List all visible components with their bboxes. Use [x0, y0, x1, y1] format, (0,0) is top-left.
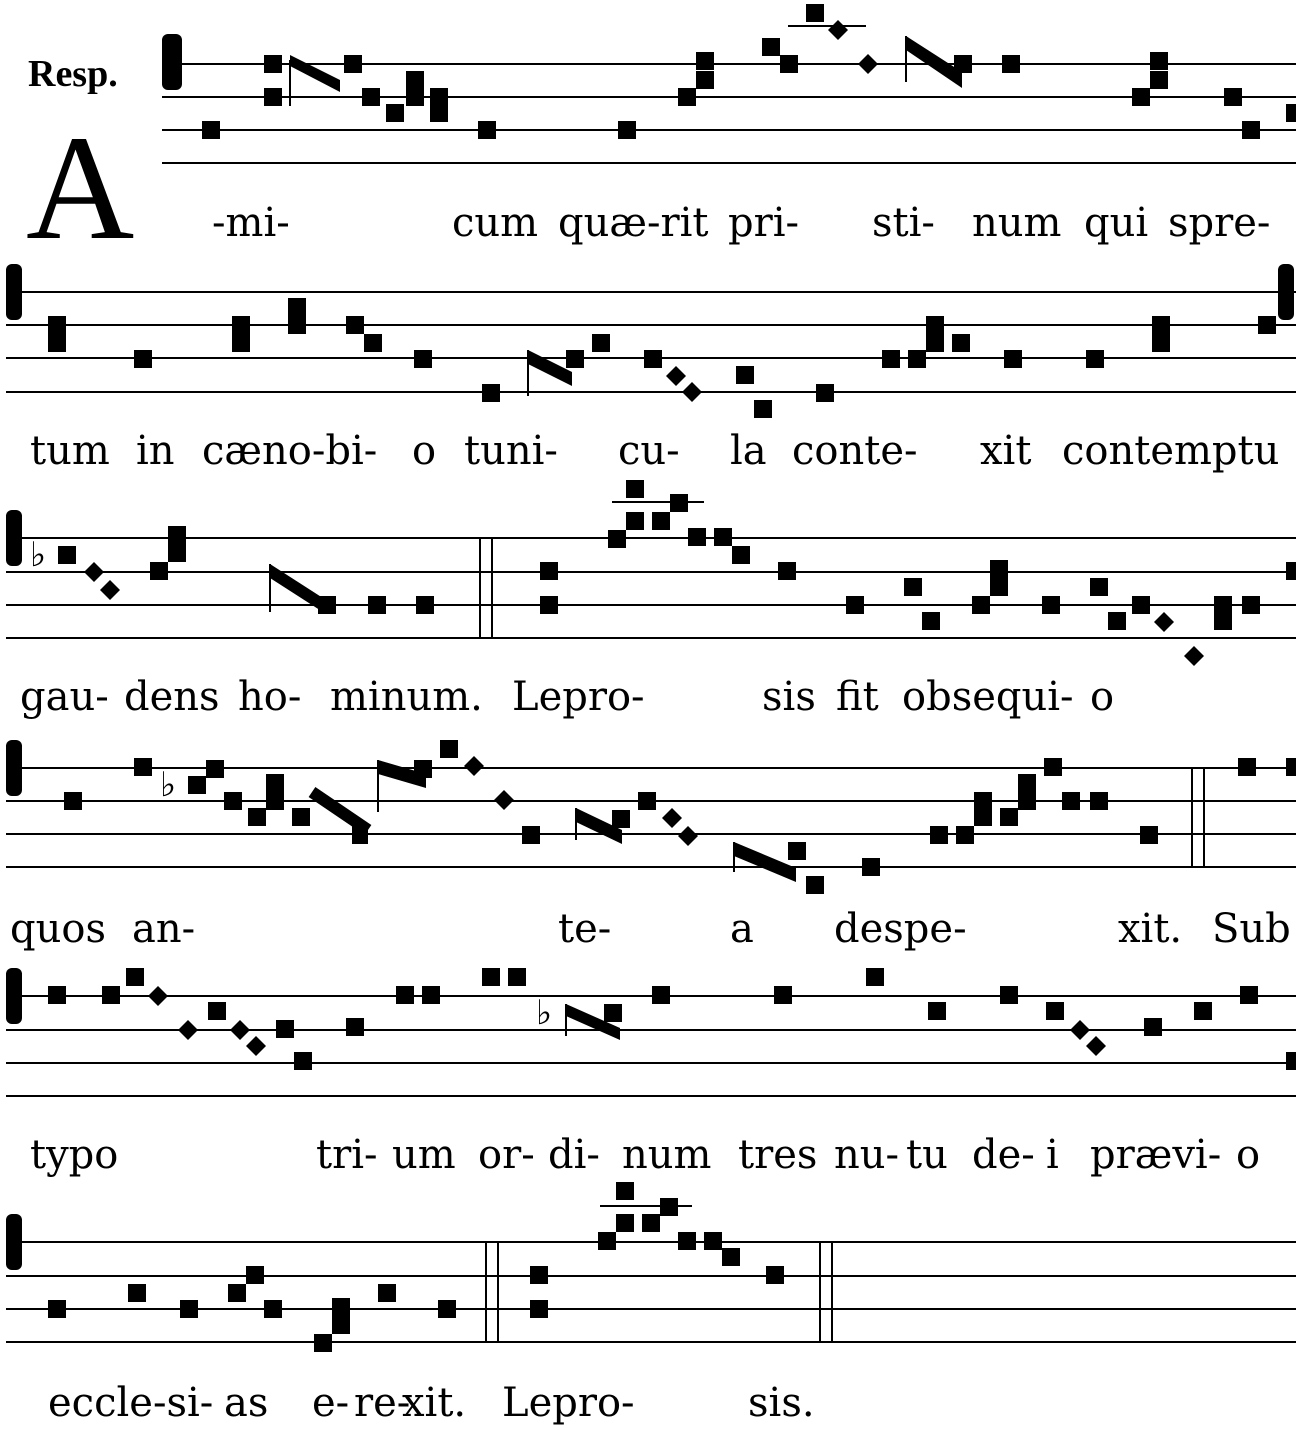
- neumes: [162, 4, 1296, 139]
- lyrics-line-5: [30, 1132, 1260, 1178]
- staff-system-6: [6, 1182, 1296, 1426]
- syllable: conte-: [792, 428, 918, 474]
- syllable: despe-: [834, 906, 967, 952]
- responsory-label: Resp.: [28, 53, 118, 95]
- syllable: dens: [124, 674, 220, 720]
- neumes: [6, 740, 1296, 894]
- syllable: tuni-: [464, 428, 558, 474]
- syllable: sis.: [748, 1380, 815, 1426]
- neumes: [6, 1182, 784, 1352]
- syllable: in: [136, 428, 175, 474]
- syllable: xit: [980, 428, 1032, 474]
- syllable: -mi-: [212, 200, 290, 246]
- syllable: qui: [1084, 200, 1149, 246]
- flat-sign: ♭: [160, 765, 177, 805]
- syllable: fit: [836, 674, 879, 720]
- lyrics-line-1: [212, 200, 1270, 246]
- syllable: Sub: [1212, 906, 1291, 952]
- syllable: tres: [738, 1132, 818, 1178]
- syllable: minum.: [330, 674, 483, 720]
- bar-lines: [1192, 768, 1204, 867]
- flat-sign: ♭: [536, 993, 553, 1033]
- syllable: de-: [972, 1132, 1035, 1178]
- staff-system-4: [6, 740, 1296, 952]
- syllable: nu-: [834, 1132, 900, 1178]
- syllable: as: [224, 1380, 269, 1426]
- syllable: tum: [30, 428, 110, 474]
- syllable: eccle-si-: [48, 1380, 214, 1426]
- neumes: [6, 968, 1296, 1070]
- lyrics-line-4: [10, 906, 1291, 952]
- staff-system-2: [6, 264, 1296, 474]
- syllable: an-: [132, 906, 196, 952]
- syllable: um: [392, 1132, 456, 1178]
- syllable: spre-: [1168, 200, 1271, 246]
- initial-letter: A: [26, 105, 135, 271]
- syllable: quæ-rit: [558, 200, 709, 246]
- syllable: o: [1236, 1132, 1261, 1178]
- syllable: cæno-bi-: [202, 428, 378, 474]
- syllable: i: [1046, 1132, 1059, 1178]
- syllable: te-: [558, 906, 612, 952]
- syllable: xit.: [402, 1380, 467, 1426]
- syllable: pri-: [728, 200, 800, 246]
- lyrics-line-2: [30, 428, 1279, 474]
- syllable: la: [730, 428, 767, 474]
- bar-lines: [486, 1242, 832, 1342]
- syllable: tu: [906, 1132, 948, 1178]
- staff-system-5: [6, 968, 1296, 1178]
- syllable: gau-: [20, 674, 109, 720]
- syllable: sti-: [872, 200, 935, 246]
- syllable: prævi-: [1090, 1132, 1222, 1178]
- syllable: ho-: [238, 674, 302, 720]
- syllable: cum: [452, 200, 539, 246]
- syllable: num: [622, 1132, 712, 1178]
- syllable: di-: [548, 1132, 600, 1178]
- neumes: [6, 264, 1294, 418]
- syllable: o: [412, 428, 437, 474]
- syllable: Lepro-: [512, 674, 645, 720]
- syllable: typo: [30, 1132, 119, 1178]
- staff-lines: [6, 1242, 1296, 1342]
- syllable: contemptu: [1062, 428, 1280, 474]
- syllable: Lepro-: [502, 1380, 635, 1426]
- syllable: obsequi-: [902, 674, 1074, 720]
- syllable: or-: [478, 1132, 535, 1178]
- flat-sign: ♭: [30, 535, 47, 575]
- staff-lines: [6, 292, 1296, 392]
- syllable: a: [730, 906, 754, 952]
- syllable: sis: [762, 674, 816, 720]
- syllable: o: [1090, 674, 1115, 720]
- syllable: xit.: [1118, 906, 1183, 952]
- syllable: quos: [10, 906, 106, 952]
- syllable: re-: [354, 1380, 411, 1426]
- bar-lines: [480, 538, 492, 638]
- staff-system-3: [6, 480, 1296, 720]
- staff-system-1: [26, 4, 1296, 271]
- lyrics-line-6: [48, 1380, 815, 1426]
- syllable: tri-: [316, 1132, 378, 1178]
- syllable: e-: [312, 1380, 350, 1426]
- syllable: num: [972, 200, 1062, 246]
- syllable: cu-: [618, 428, 680, 474]
- lyrics-line-3: [20, 674, 1114, 720]
